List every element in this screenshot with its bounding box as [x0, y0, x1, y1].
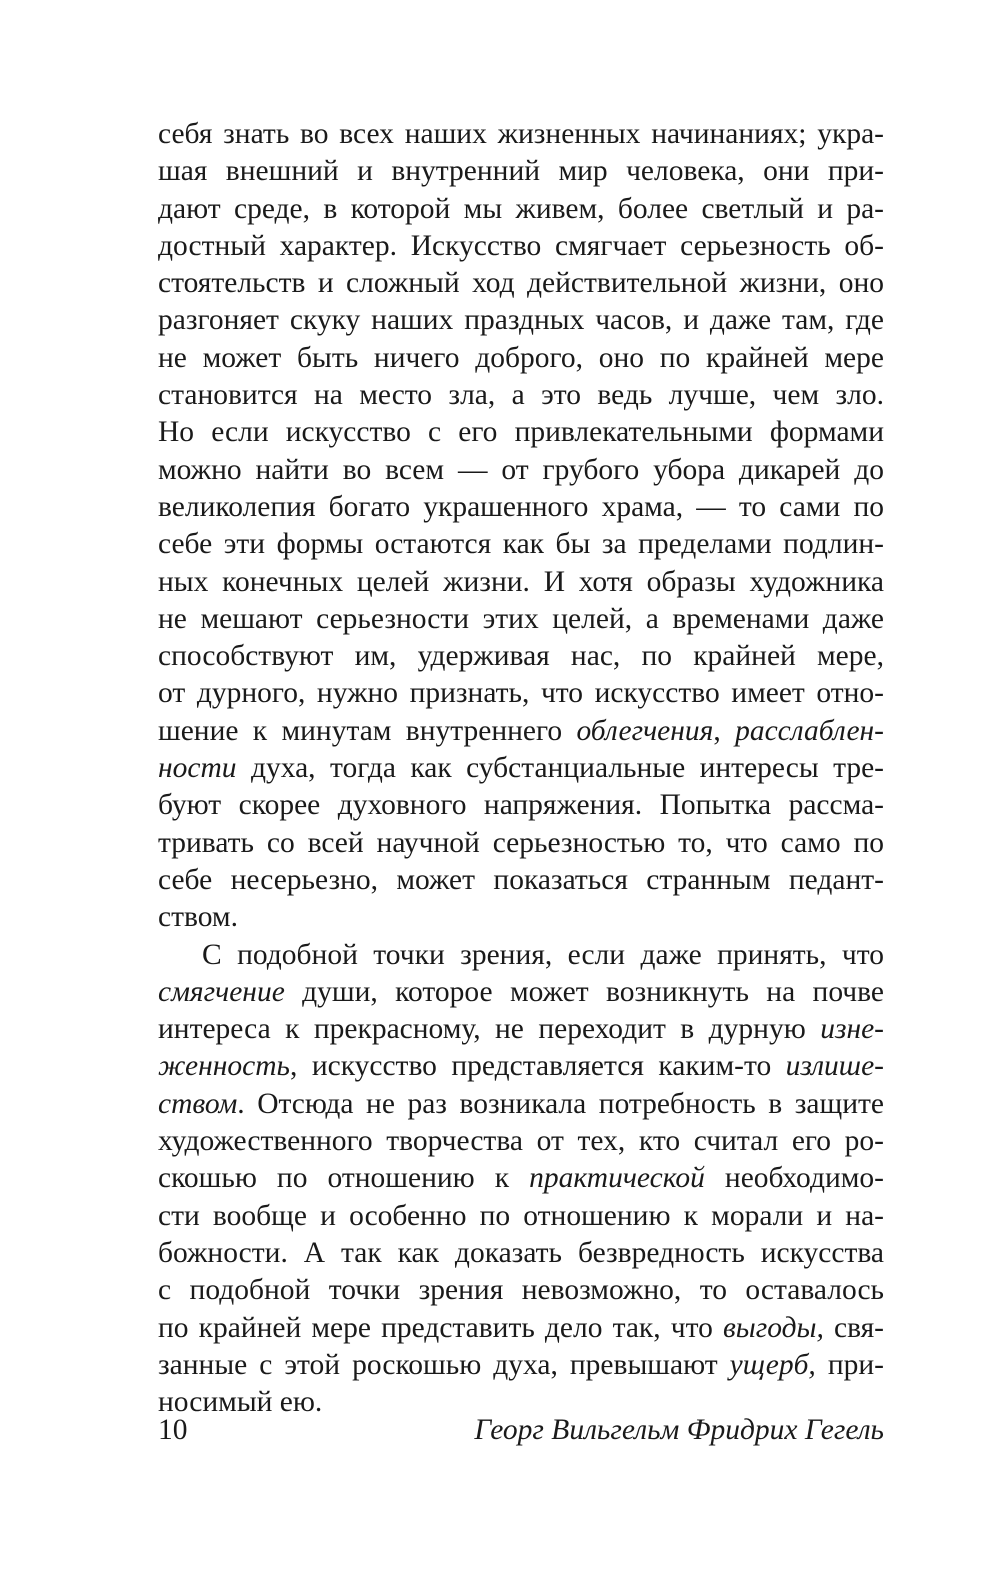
text-line — [158, 1310, 884, 1347]
text-segment: ством. — [158, 901, 238, 934]
text-segment: скошью по отношению к — [158, 1162, 530, 1195]
text-segment: при- — [815, 1348, 884, 1381]
text-segment: интереса к прекрасному, не переходит в дурную — [158, 1013, 821, 1046]
text-line — [158, 1123, 884, 1160]
text-line — [158, 638, 884, 675]
body-text — [158, 116, 884, 1421]
text-segment: С подобной точки зрения, если даже принять, что — [202, 938, 884, 971]
text-line — [158, 713, 884, 750]
text-segment: себе эти формы остаются как бы за пределами подлин- — [158, 528, 884, 561]
text-segment: не мешают серьезности этих целей, а временами даже — [158, 602, 884, 635]
text-line — [158, 899, 884, 936]
text-line — [158, 937, 884, 974]
text-line — [158, 1272, 884, 1309]
text-line — [158, 601, 884, 638]
italic-text-segment: ущерб, — [729, 1348, 816, 1381]
italic-text-segment: расслаблен- — [735, 714, 884, 747]
text-line — [158, 862, 884, 899]
text-line — [158, 526, 884, 563]
page-footer — [158, 1410, 884, 1450]
text-segment: себе несерьезно, может показаться странным педант- — [158, 863, 884, 896]
text-segment: Но если искусство с его привлекательными формами — [158, 416, 884, 449]
text-line — [158, 787, 884, 824]
text-line — [158, 564, 884, 601]
text-segment: стоятельств и сложный ход действительной жизни, оно — [158, 267, 884, 300]
text-segment: разгоняет скуку наших праздных часов, и даже там, где — [158, 304, 884, 337]
text-segment: шая внешний и внутренний мир человека, они при- — [158, 155, 884, 188]
text-segment: буют скорее духовного напряжения. Попытка рассма- — [158, 789, 884, 822]
text-segment: занные с этой роскошью духа, превышают — [158, 1348, 730, 1381]
text-segment: не может быть ничего доброго, оно по крайней мере — [158, 341, 884, 374]
text-line — [158, 414, 884, 451]
text-segment: божности. А так как доказать безвредность искусства — [158, 1236, 884, 1269]
text-segment: шение к минутам внутреннего — [158, 714, 577, 747]
text-line — [158, 191, 884, 228]
text-segment: души, которое может возникнуть на почве — [284, 975, 884, 1008]
italic-text-segment: женность — [158, 1050, 290, 1083]
text-segment: по крайней мере представить дело так, что — [158, 1311, 723, 1344]
italic-text-segment: выгоды, — [722, 1311, 824, 1344]
text-segment: , — [713, 714, 736, 747]
text-segment: можно найти во всем — от грубого убора дикарей до — [158, 453, 884, 486]
italic-text-segment: облегчения — [576, 714, 714, 747]
text-line — [158, 1235, 884, 1272]
text-segment: художественного творчества от тех, кто считал его ро- — [158, 1125, 884, 1158]
text-line — [158, 1160, 884, 1197]
text-line — [158, 974, 884, 1011]
text-segment: ных конечных целей жизни. И хотя образы художника — [158, 565, 884, 598]
text-line — [158, 1086, 884, 1123]
italic-text-segment: излише- — [785, 1050, 884, 1083]
italic-text-segment: изне- — [820, 1013, 884, 1046]
text-segment: , искусство представляется каким-то — [290, 1050, 786, 1083]
italic-text-segment: смягчение — [158, 975, 285, 1008]
text-line — [158, 675, 884, 712]
text-segment: тривать со всей научной серьезностью то, что само по — [158, 826, 884, 859]
text-line — [158, 452, 884, 489]
text-line — [158, 750, 884, 787]
text-line — [158, 153, 884, 190]
text-line — [158, 489, 884, 526]
text-segment: способствуют им, удерживая нас, по крайней мере, — [158, 640, 884, 673]
page-number: 10 — [158, 1414, 188, 1446]
text-segment: сти вообще и особенно по отношению к морали и на- — [158, 1199, 884, 1232]
text-segment: . Отсюда не раз возникала потребность в защите — [237, 1087, 884, 1120]
text-segment: дают среде, в которой мы живем, более светлый и ра- — [158, 192, 884, 225]
text-line — [158, 116, 884, 153]
text-segment: достный характер. Искусство смягчает серьезность об- — [158, 229, 884, 262]
text-line — [158, 825, 884, 862]
italic-text-segment: ности — [158, 752, 237, 785]
running-head-author: Георг Вильгельм Фридрих Гегель — [474, 1414, 884, 1446]
text-line — [158, 228, 884, 265]
text-line — [158, 377, 884, 414]
text-segment: необходимо- — [704, 1162, 884, 1195]
italic-text-segment: ством — [158, 1087, 238, 1120]
text-line — [158, 302, 884, 339]
text-line — [158, 1198, 884, 1235]
text-segment: становится на место зла, а это ведь лучше, чем зло. — [158, 379, 884, 412]
text-line — [158, 340, 884, 377]
text-segment: себя знать во всех наших жизненных начинаниях; укра- — [158, 118, 884, 150]
text-segment: свя- — [823, 1311, 884, 1344]
text-segment: с подобной точки зрения невозможно, то оставалось — [158, 1274, 884, 1307]
text-segment: от дурного, нужно признать, что искусство имеет отно- — [158, 677, 884, 710]
text-segment: носимый ею. — [158, 1386, 323, 1419]
text-line — [158, 265, 884, 302]
text-segment: великолепия богато украшенного храма, — то сами по — [158, 490, 884, 523]
text-line — [158, 1347, 884, 1384]
text-segment: духа, тогда как субстанциальные интересы тре- — [236, 752, 884, 785]
italic-text-segment: практической — [529, 1162, 705, 1195]
text-line — [158, 1011, 884, 1048]
text-line — [158, 1048, 884, 1085]
